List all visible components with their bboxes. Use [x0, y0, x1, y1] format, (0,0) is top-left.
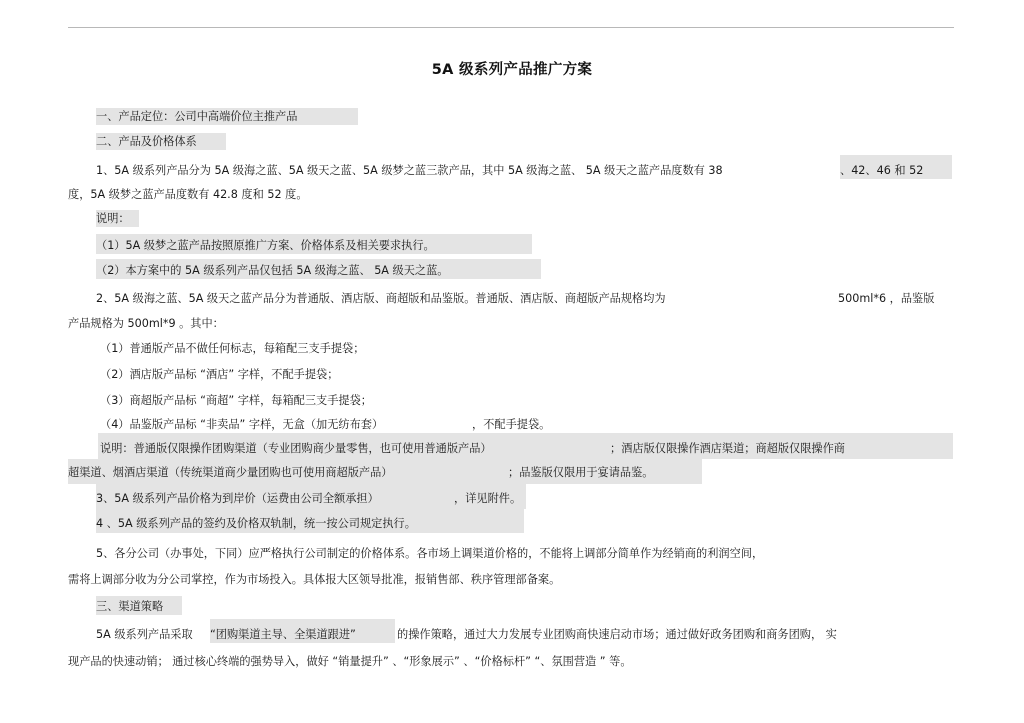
- paragraph-line: 现产品的快速动销； 通过核心终端的强势导入，做好 “销量提升” 、“形象展示” 、“价格标杆” “、氛围营造 ” 等。: [68, 655, 632, 668]
- paragraph-line: 度，5A 级梦之蓝产品度数有 42.8 度和 52 度。: [68, 188, 308, 201]
- list-item: （4）品鉴版产品标 “非卖品” 字样，无盒（加无纺布套）: [100, 418, 384, 431]
- paragraph-line: 5、各分公司（办事处，下同）应严格执行公司制定的价格体系。各市场上调渠道价格的，不能将上调部分简单作为经销商的利润空间，: [96, 547, 764, 560]
- note-line: ；酒店版仅限操作酒店渠道；商超版仅限操作商: [610, 442, 845, 455]
- list-item: ，不配手提袋。: [472, 418, 551, 431]
- note-item: （1）5A 级梦之蓝产品按照原推广方案、价格体系及相关要求执行。: [96, 234, 532, 254]
- document-title: 5A 级系列产品推广方案: [431, 62, 593, 78]
- note-label: 说明：: [96, 210, 139, 227]
- list-item: （2）酒店版产品标 “酒店” 字样，不配手提袋；: [100, 368, 339, 381]
- note-line: ；品鉴版仅限用于宴请品鉴。: [508, 466, 654, 479]
- paragraph-line: 、42、46 和 52: [840, 155, 952, 179]
- list-item: （1）普通版产品不做任何标志，每箱配三支手提袋；: [100, 342, 365, 355]
- note-line: 说明：普通版仅限操作团购渠道（专业团购商少量零售，也可使用普通版产品）: [100, 442, 492, 455]
- note-item: （2）本方案中的 5A 级系列产品仅包括 5A 级海之蓝、 5A 级天之蓝。: [96, 259, 541, 279]
- paragraph-line: 产品规格为 500ml*9 。其中：: [68, 317, 224, 330]
- paragraph-line: ，详见附件。: [454, 492, 522, 505]
- paragraph-highlight: “团购渠道主导、全渠道跟进”: [210, 619, 395, 643]
- section-heading-pricing: 二、产品及价格体系: [96, 133, 226, 150]
- list-item: （3）商超版产品标 “商超” 字样，每箱配三支手提袋；: [100, 394, 372, 407]
- paragraph-line: 4 、5A 级系列产品的签约及价格双轨制，统一按公司规定执行。: [96, 517, 416, 530]
- top-rule: [68, 27, 954, 28]
- paragraph-line: 的操作策略，通过大力发展专业团购商快速启动市场；通过做好政务团购和商务团购， 实: [397, 628, 837, 641]
- section-heading-positioning: 一、产品定位：公司中高端价位主推产品: [96, 108, 358, 125]
- paragraph-line: 500ml*6 ，品鉴版: [838, 292, 935, 305]
- note-line: 超渠道、烟酒店渠道（传统渠道商少量团购也可使用商超版产品）: [68, 466, 393, 479]
- paragraph-line: 需将上调部分收为分公司掌控，作为市场投入。具体报大区领导批准，报销售部、秩序管理部备案。: [68, 573, 561, 586]
- paragraph-line: 3、5A 级系列产品价格为到岸价（运费由公司全额承担）: [96, 492, 379, 505]
- paragraph-line: 5A 级系列产品采取: [96, 628, 193, 641]
- paragraph-line: 2、5A 级海之蓝、5A 级天之蓝产品分为普通版、酒店版、商超版和品鉴版。普通版、酒店版、商超版产品规格均为: [96, 292, 666, 305]
- section-heading-channel: 三、渠道策略: [96, 596, 182, 615]
- paragraph-line: 1、5A 级系列产品分为 5A 级海之蓝、5A 级天之蓝、5A 级梦之蓝三款产品，其中 5A 级海之蓝、 5A 级天之蓝产品度数有 38: [96, 164, 723, 177]
